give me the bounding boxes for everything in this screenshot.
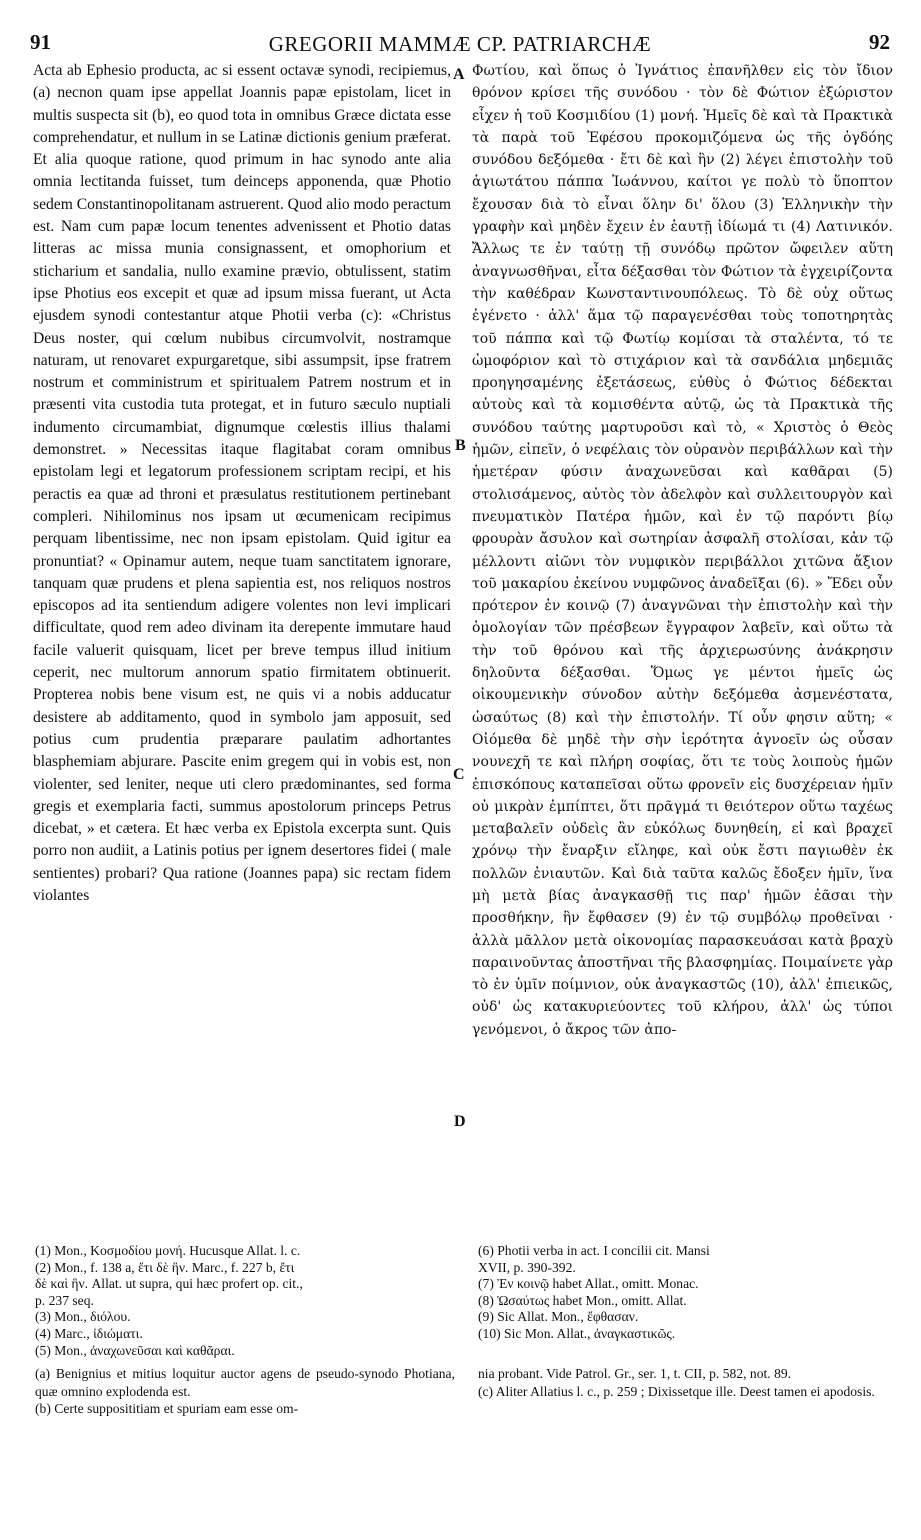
margin-letter-c: C <box>453 766 465 783</box>
latin-text: Acta ab Ephesio producta, ac si essent octavæ synodi, recipiemus, (a) necnon quam ipse appellat Joannis papæ epistolam, licet in multis suspecta sit (b), eo quod tota in omnibus Græce dictata esse comprehendatur, et nullum in se Latinæ dictionis genium præferat. Et alia quoque ratione, quod primum in hac synodo ante alia omnia lectitanda fuisset, tum deinceps apponenda, quæ Photio sedem Constantinopolitanam astruerent. Quod alio modo peractum est. Nam cum papæ locum tenentes advenissent et Photio datas litteras ac missa munia consignassent, et omophorium et sticharium et sandalia, nullo examine prævio, obtulissent, statim ipse Photius eos excepit et quæ ad ipsum missa fuerant, ut Acta ejusdem synodi contestantur atque Photii verba (c): «Christus Deus noster, qui cœlum nubibus circumvolvit, nostramque naturam, ut renovaret expurgaretque, sibi assumpsit, ipse fratrem nostrum et comministrum et spiritualem Patrem nostrum et in præsenti vita custodia tuta protegat, et in futuro sæculo nuptiali indumento circumambiat, dignumque cœlestis illius thalami demonstret. » Necessitas itaque flagitabat coram omnibus epistolam legi et legatorum professionem scriptam recipi, et his peractis ea quæ ad throni et præsulatus restitutionem pertinebant compleri. Nihilominus nos ipsam ut œcumenicam recipimus perquam libentissime, nec non ipsam epistolam. Quid igitur ea pronuntiat? « Opinamur autem, neque tuam sanctitatem ignorare, tanquam quæ prudens et plena sapientia est, nos reliquos nostros episcopos ad ita sentiendum adigere volentes non levi implicari difficultate, quod rem adeo divinam ita derepente immutare haud facile valuerit quisquam, licet per breve tempus illud initium ceperit, nec multorum annorum spatio firmitatem obtinuerit. Propterea nobis bene visum est, ne quis vi a nobis adducatur desistere ab additamento, quod in symbolo jam apposuit, sed potius cum prudentia præparare paulatim adhortantes blasphemiam abjurare. Pascite enim gregem qui in vobis est, non violenter, sed leniter, neque uti clero prædominantes, sed forma gregis et exemplaria facti, summus apostolorum princeps Petrus dicebat, » et cætera. Et hæc verba ex Epistola excerpta sunt. Quis porro non audiit, a Latinis potius per ignem desertores fidei ( male sentientes) probari? Qua ratione (Joannes papa) sic rectam fidem violantes <box>33 62 451 904</box>
footnote-line: (3) Mon., διόλου. <box>35 1309 131 1325</box>
footnote-line: (2) Mon., f. 138 a, ἔτι δὲ ἣν. Marc., f. 227 b, ἔτι <box>35 1259 295 1275</box>
footnote-line: (6) Photii verba in act. I concilii cit. Mansi <box>478 1243 710 1258</box>
footnote-line: (7) Ἐν κοινῷ habet Allat., omitt. Monac. <box>478 1276 699 1292</box>
page-header <box>30 30 890 56</box>
greek-footnotes-left <box>35 1243 455 1359</box>
running-title: GREGORII MAMMÆ CP. PATRIARCHÆ <box>268 32 652 56</box>
latin-footnotes-left <box>35 1365 455 1418</box>
greek-footnotes-right <box>478 1243 898 1343</box>
footnote-entry: (a) Benignius et mitius loquitur auctor agens de pseudo-synodo Photiana, quæ omnino explodenda est. <box>35 1366 455 1399</box>
footnote-line: (10) Sic Mon. Allat., ἀναγκαστικῶς. <box>478 1325 676 1341</box>
latin-column <box>33 60 451 907</box>
footnote-line: (9) Sic Allat. Mon., ἔφθασαν. <box>478 1309 639 1325</box>
footnote-line: δὲ καὶ ἣν. Allat. ut supra, qui hæc profert op. cit., <box>35 1276 303 1292</box>
greek-column <box>472 60 893 1041</box>
footnote-entry: nia probant. Vide Patrol. Gr., ser. 1, t. CII, p. 582, not. 89. <box>478 1366 792 1381</box>
footnote-line: (1) Mon., Κοσμοδίου μονή. Hucusque Allat. l. c. <box>35 1243 301 1258</box>
footnote-entry: (c) Aliter Allatius l. c., p. 259 ; Dixissetque ille. Deest tamen ei apodosis. <box>478 1383 875 1399</box>
page-number-left: 91 <box>30 30 51 54</box>
margin-letter-a: A <box>453 66 465 83</box>
footnote-line: (4) Marc., ἰδιώματι. <box>35 1325 143 1341</box>
page-number-right: 92 <box>869 30 890 54</box>
margin-letter-d: D <box>454 1113 466 1130</box>
greek-text: Φωτίου, καὶ ὅπως ὁ Ἰγνάτιος ἐπανῆλθεν εἰς τὸν ἴδιον θρόνον κρίσει τῆς συνόδου · τὸν δὲ Φώτιον ἐξώριστον εἶχεν ἡ τοῦ Κοσμιδίου (1) μονή. Ἡμεῖς δὲ καὶ τὰ Πρακτικὰ τὰ παρὰ τοῦ Ἐφέσου προκομιζόμενα ὡς τῆς ὀγδόης συνόδου δεξόμεθα · ἔτι δὲ καὶ ἣν (2) λέγει ἐπιστολὴν τοῦ ἁγιωτάτου πάππα Ἰωάννου, καίτοι γε πολὺ τὸ ὕποπτον ἔχουσαν διὰ τὸ εἶναι ὅλην δι' ὅλου (3) Ἑλληνικὴν τὴν γραφὴν καὶ μηδὲν ἔχειν ἐν ἑαυτῇ ἰδίωμά τι (4) Λατινικόν. Ἄλλως τε ἐν ταύτῃ τῇ συνόδῳ πρῶτον ὤφειλεν αὕτη ἀναγνωσθῆναι, εἶτα δέξασθαι τὸν Φώτιον τὰ ἐγχειρίζοντα τὴν καθέδραν Κωνσταντινουπόλεως. Τὸ δὲ οὐχ οὕτως ἐγένετο · ἀλλ' ἅμα τῷ παραγενέσθαι τοὺς τοποτηρητὰς τοῦ πάππα καὶ τῷ Φωτίῳ κομίσαι τὰ σταλέντα, τό τε ὠμοφόριον καὶ τὸ στιχάριον καὶ τὰ σανδάλια μηδεμιᾶς προηγησαμένης ἐξετάσεως, εὐθὺς ὁ Φώτιος δέδεκται αὐτοὺς καὶ τὰ κομισθέντα αὐτῷ, ὡς τὰ Πρακτικὰ τῆς συνόδου ταύτης μαρτυροῦσι καὶ τὸ, « Χριστὸς ὁ Θεὸς ἡμῶν, εἰπεῖν, ὁ νεφέλαις τὸν οὐρανὸν περιβάλλων καὶ τὴν ἡμετέραν φύσιν ἀναχωνεῦσαι καὶ καθᾶραι (5) στολισάμενος, αὐτὸς τὸν ἀδελφὸν καὶ συλλειτουργὸν καὶ πνευματικὸν Πατέρα ἡμῶν, καὶ ἐν τῷ παρόντι βίῳ φρουρὰν ἄσυλον καὶ σωτηρίαν ἀσφαλῆ στολίσαι, κἀν τῷ μέλλοντι αἰῶνι τὸν νυμφικὸν περιβάλλοι χιτῶνα ἄξιον τοῦ μακαρίου ἐκείνου νυμφῶνος ἀναδεῖξαι (6). » Ἔδει οὖν πρότερον ἐν κοινῷ (7) ἀναγνῶναι τὴν ἐπιστολὴν καὶ τὴν ὁμολογίαν τῶν πρέσβεων ἔγγραφον λαβεῖν, καὶ οὕτω τὰ τὴν τοῦ θρόνου καὶ τῆς ἀρχιερωσύνης ἀνάκρησιν δηλοῦντα δέξασθαι. Ὅμως γε μέντοι ἡμεῖς ὡς οἰκουμενικὴν σύνοδον αὐτὴν δεξόμεθα ἀσμενέστατα, ὡσαύτως (8) καὶ τὴν ἐπιστολήν. Τί οὖν φησιν αὕτη; « Οἰόμεθα δὲ μηδὲ τὴν σὴν ἱερότητα ἀγνοεῖν ὡς οὖσαν νουνεχῆ τε καὶ πλήρη σοφίας, ὅτι τε τοὺς λοιποὺς ἡμῶν ἐπισκόπους καταπεῖσαι οὕτω φρονεῖν εἰς δυσχέρειαν ἡμῖν οὐ μικρὰν ἐμπίπτει, ὅτι πρᾶγμά τι θειότερον οὕτω ταχέως μεταβαλεῖν οὐδεὶς ἂν εὐκόλως δυνηθείη, εἰ καὶ βραχεῖ χρόνῳ τὴν ἔναρξιν εἴληφε, καὶ οὐκ ἔστι παγιωθὲν ἐκ πολλῶν ἐνιαυτῶν. Καὶ διὰ ταῦτα καλῶς ἔδοξεν ἡμῖν, ἵνα μὴ μετὰ βίας ἀναγκασθῇ τις παρ' ἡμῶν ἐᾶσαι τὴν προσθήκην, ἣν ἔφθασεν (9) ἐν τῷ συμβόλῳ προθεῖναι · ἀλλὰ μᾶλλον μετὰ οἰκονομίας παρασκευάσαι κατὰ βραχὺ παραινοῦντας ἀποστῆναι τῆς βλασφημίας. Ποιμαίνετε γὰρ τὸ ἐν ὑμῖν ποίμνιον, οὐκ ἀναγκαστῶς (10), ἀλλ' ἐπιεικῶς, οὐδ' ὡς κατακυριεύοντες τοῦ κλήρου, ἀλλ' ὡς τύποι γενόμενοι, ὁ ἄκρος τῶν ἀπο- <box>472 63 893 1038</box>
footnote-line: (8) Ὡσαύτως habet Mon., omitt. Allat. <box>478 1292 687 1308</box>
footnote-entry: (b) Certe supposititiam et spuriam eam esse om- <box>35 1401 299 1416</box>
footnote-line: (5) Mon., ἀναχωνεῦσαι καὶ καθᾶραι. <box>35 1342 235 1358</box>
margin-letter-b: B <box>455 437 466 454</box>
footnote-line: p. 237 seq. <box>35 1292 94 1308</box>
footnote-line: XVII, p. 390-392. <box>478 1259 576 1275</box>
latin-footnotes-right <box>478 1365 898 1400</box>
